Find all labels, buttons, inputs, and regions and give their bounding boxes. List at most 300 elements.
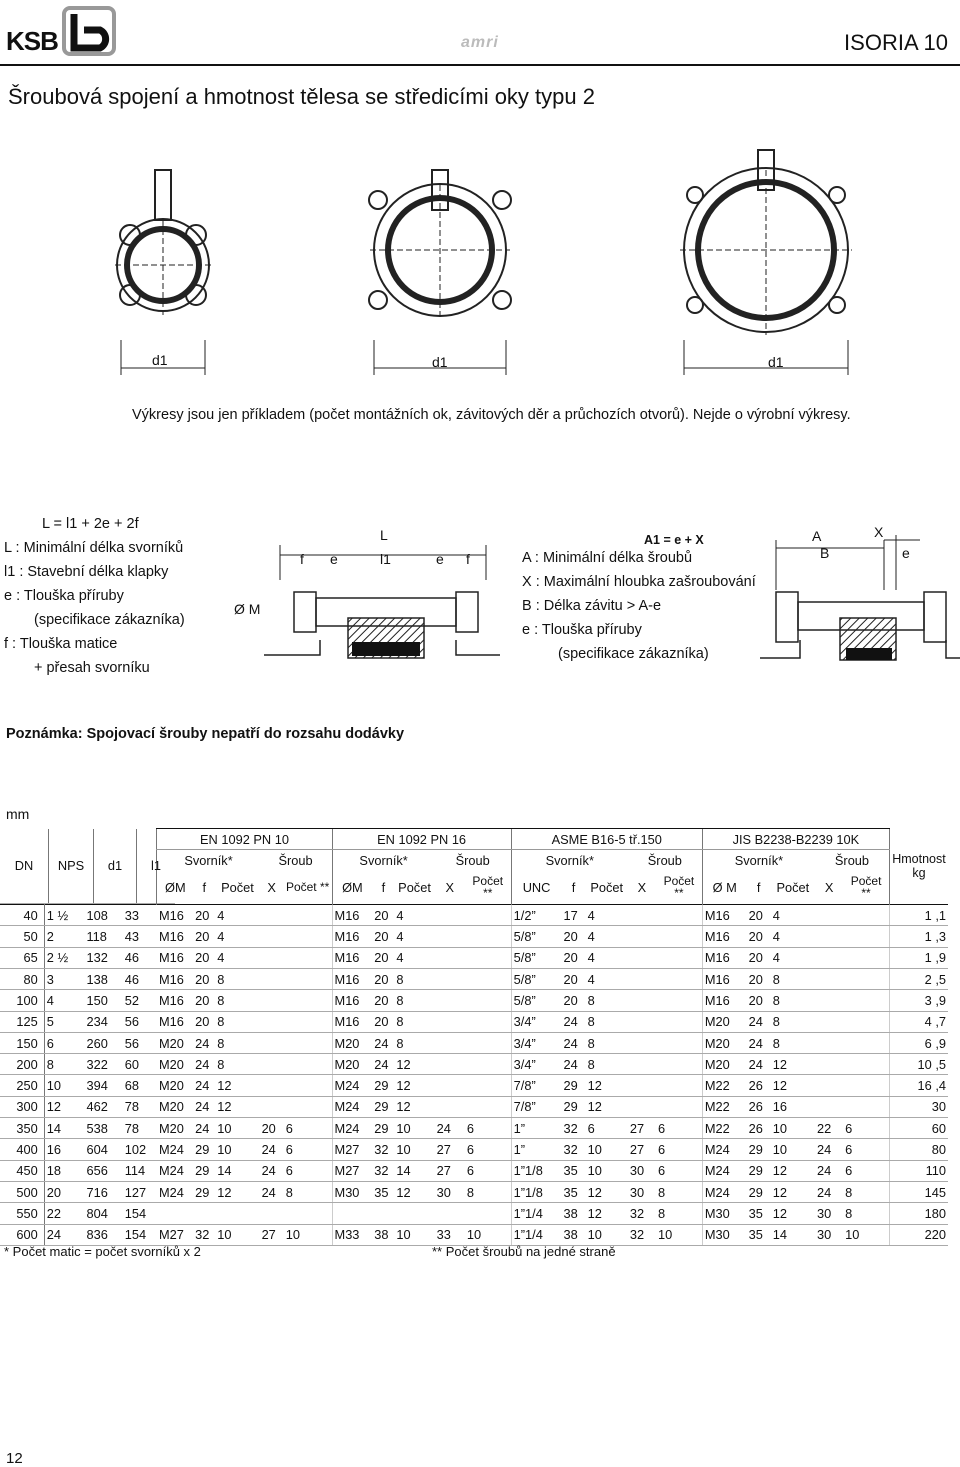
table-cell: 6 (843, 1160, 889, 1181)
table-cell: 14 (44, 1118, 84, 1139)
valve-drawings (0, 140, 960, 380)
table-row (0, 926, 948, 947)
table-cell: 400 (0, 1139, 44, 1160)
table-cell: M24 (702, 1139, 746, 1160)
table-cell: 30 (628, 1181, 656, 1202)
table-cell (656, 926, 702, 947)
table-cell: 234 (85, 1011, 123, 1032)
table-cell: 6 (44, 1032, 84, 1053)
table-cell: 20 (193, 990, 215, 1011)
table-cell: 394 (85, 1075, 123, 1096)
legend-row: L : Minimální délka svorníků (4, 540, 184, 556)
table-cell: M22 (702, 1118, 746, 1139)
table-cell (284, 968, 332, 989)
table-cell: 127 (123, 1181, 157, 1202)
table-cell: 10 ,5 (889, 1054, 948, 1075)
product-name: ISORIA 10 (844, 30, 948, 55)
bolt-f-label: f (300, 551, 304, 567)
table-cell: 12 (771, 1054, 815, 1075)
table-cell: M16 (332, 947, 372, 968)
table-cell (284, 1096, 332, 1117)
table-cell: 6 (586, 1118, 628, 1139)
table-row (0, 1011, 948, 1032)
table-cell (656, 1096, 702, 1117)
table-cell: 24 (561, 1032, 585, 1053)
table-cell: 12 (586, 1203, 628, 1224)
col-weight: Hmotnost kg (889, 829, 948, 905)
table-cell: 27 (435, 1139, 465, 1160)
table-cell: 2 ½ (44, 947, 84, 968)
table-cell: 78 (123, 1118, 157, 1139)
table-cell (656, 1011, 702, 1032)
table-cell (284, 1203, 332, 1224)
table-cell: 26 (747, 1096, 771, 1117)
table-cell: 32 (193, 1224, 215, 1245)
table-cell: 20 (747, 905, 771, 926)
col-x: X (445, 879, 455, 895)
legend-row: (specifikace zákazníka) (558, 646, 709, 662)
table-cell (815, 968, 843, 989)
table-cell: 24 (193, 1118, 215, 1139)
table-cell: 24 (44, 1224, 84, 1245)
bolt-om-label: Ø M (234, 601, 261, 617)
table-cell: 600 (0, 1224, 44, 1245)
table-cell (843, 968, 889, 989)
table-cell: 10 (394, 1139, 434, 1160)
table-cell: 29 (372, 1075, 394, 1096)
table-cell: 12 (44, 1096, 84, 1117)
table-cell (843, 1032, 889, 1053)
table-cell: 24 (193, 1032, 215, 1053)
table-cell: M30 (702, 1224, 746, 1245)
table-cell: 250 (0, 1075, 44, 1096)
table-cell: 50 (0, 926, 44, 947)
table-row (0, 990, 948, 1011)
table-cell (260, 947, 284, 968)
table-cell: 32 (561, 1118, 585, 1139)
table-cell (260, 1075, 284, 1096)
table-cell: 3/4” (511, 1011, 561, 1032)
table-cell: 32 (561, 1139, 585, 1160)
table-cell (465, 926, 511, 947)
table-cell: 24 (372, 1032, 394, 1053)
table-cell: 56 (123, 1032, 157, 1053)
d1-label-large: d1 (768, 354, 784, 370)
col-f: f (381, 879, 386, 895)
table-cell: 20 (44, 1181, 84, 1202)
table-cell: 20 (193, 968, 215, 989)
bolt-f-label: f (466, 551, 470, 567)
table-cell: 8 (843, 1203, 889, 1224)
table-cell: M20 (332, 1054, 372, 1075)
table-cell (260, 1054, 284, 1075)
sub-svornik: Svorník* (157, 850, 260, 871)
table-cell: M16 (702, 990, 746, 1011)
table-cell: 20 (561, 926, 585, 947)
table-cell: 1/2” (511, 905, 561, 926)
table-cell: 56 (123, 1011, 157, 1032)
table-cell (628, 1032, 656, 1053)
table-cell: 150 (0, 1032, 44, 1053)
table-cell: 24 (747, 1032, 771, 1053)
table-cell (260, 990, 284, 1011)
table-cell: 538 (85, 1118, 123, 1139)
table-cell: 24 (372, 1054, 394, 1075)
bolt-weight-table (0, 828, 948, 1246)
table-cell (435, 926, 465, 947)
table-cell: 10 (44, 1075, 84, 1096)
table-cell: 836 (85, 1224, 123, 1245)
table-cell (465, 1011, 511, 1032)
col-pocet-screw: Počet ** (285, 880, 330, 895)
table-cell: 80 (0, 968, 44, 989)
table-cell: 4 (394, 926, 434, 947)
table-cell: 10 (284, 1224, 332, 1245)
table-cell: 10 (771, 1139, 815, 1160)
table-cell: 30 (435, 1181, 465, 1202)
table-cell: 60 (889, 1118, 948, 1139)
table-cell: 3/4” (511, 1032, 561, 1053)
table-cell (465, 1054, 511, 1075)
valve-drawing-large (680, 150, 852, 335)
header-rule (0, 64, 960, 66)
table-cell: M16 (157, 990, 193, 1011)
table-cell: 20 (372, 968, 394, 989)
table-cell: 20 (747, 947, 771, 968)
valve-drawing-small (115, 170, 211, 315)
table-cell: 35 (747, 1203, 771, 1224)
table-cell: 8 (771, 1032, 815, 1053)
table-cell: 20 (260, 1118, 284, 1139)
table-cell: 12 (586, 1181, 628, 1202)
page-number: 12 (6, 1450, 23, 1467)
table-cell: 18 (44, 1160, 84, 1181)
table-cell: 8 (215, 990, 259, 1011)
table-cell: 20 (193, 905, 215, 926)
table-cell: M16 (702, 947, 746, 968)
table-cell: 8 (586, 1054, 628, 1075)
table-cell: 4 (215, 905, 259, 926)
table-cell: 20 (193, 926, 215, 947)
table-cell: M20 (157, 1118, 193, 1139)
table-cell: 14 (394, 1160, 434, 1181)
table-cell: 10 (771, 1118, 815, 1139)
table-cell: 4 (586, 905, 628, 926)
table-cell: 32 (628, 1203, 656, 1224)
table-cell (260, 1096, 284, 1117)
table-cell: 10 (656, 1224, 702, 1245)
table-cell (435, 968, 465, 989)
base-header (0, 829, 161, 905)
col-om: ØM (157, 871, 193, 905)
table-cell: M30 (332, 1181, 372, 1202)
table-cell: 12 (394, 1054, 434, 1075)
col-pocet: Počet (398, 879, 431, 895)
table-cell (260, 926, 284, 947)
table-cell (815, 926, 843, 947)
legend-row: A : Minimální délka šroubů (522, 550, 693, 566)
footnote-double-star: ** Počet šroubů na jedné straně (432, 1244, 616, 1259)
table-cell: 10 (586, 1139, 628, 1160)
table-cell: M16 (332, 1011, 372, 1032)
table-cell: 322 (85, 1054, 123, 1075)
table-cell (394, 1203, 434, 1224)
table-cell: 4 ,7 (889, 1011, 948, 1032)
col-pocet: Počet (221, 879, 254, 895)
table-cell: 52 (123, 990, 157, 1011)
table-cell (843, 1096, 889, 1117)
table-cell: 24 (260, 1139, 284, 1160)
table-cell: 716 (85, 1181, 123, 1202)
delivery-note: Poznámka: Spojovací šrouby nepatří do rozsahu dodávky (6, 726, 405, 742)
table-cell (435, 1054, 465, 1075)
table-cell: 462 (85, 1096, 123, 1117)
col-dn: DN (0, 829, 49, 904)
table-cell: 4 (394, 947, 434, 968)
table-cell: 6 (843, 1139, 889, 1160)
bolt-L-label: L (380, 527, 388, 543)
table-cell (628, 1096, 656, 1117)
table-cell (260, 968, 284, 989)
table-cell: 68 (123, 1075, 157, 1096)
legend-row: e : Tlouška příruby (4, 588, 124, 604)
table-cell: 30 (815, 1224, 843, 1245)
table-cell: M20 (702, 1011, 746, 1032)
table-row (0, 947, 948, 968)
table-cell: 35 (561, 1160, 585, 1181)
table-cell (628, 1054, 656, 1075)
table-cell: 29 (193, 1181, 215, 1202)
table-cell: 10 (215, 1224, 259, 1245)
table-cell: 8 (394, 968, 434, 989)
table-cell: 500 (0, 1181, 44, 1202)
table-cell (628, 968, 656, 989)
formula-L: L = l1 + 2e + 2f (42, 516, 139, 532)
legend-row: f : Tlouška matice (4, 636, 118, 652)
table-cell (435, 1075, 465, 1096)
table-cell: 33 (435, 1224, 465, 1245)
legend-row: l1 : Stavební délka klapky (4, 564, 169, 580)
col-pocet: Počet (590, 879, 624, 895)
table-cell: 10 (586, 1224, 628, 1245)
table-cell: 1” (511, 1118, 561, 1139)
table-cell: 12 (771, 1203, 815, 1224)
table-cell: 16 (771, 1096, 815, 1117)
table-cell: M20 (332, 1032, 372, 1053)
table-cell: 8 (656, 1181, 702, 1202)
table-cell: 24 (193, 1054, 215, 1075)
table-cell: M24 (702, 1181, 746, 1202)
table-cell: M16 (332, 905, 372, 926)
table-cell (815, 1054, 843, 1075)
table-cell (372, 1203, 394, 1224)
col-unc: UNC (511, 871, 561, 905)
table-cell: 24 (561, 1011, 585, 1032)
table-cell: 43 (123, 926, 157, 947)
table-cell: 6 (284, 1139, 332, 1160)
table-cell: 33 (123, 905, 157, 926)
table-cell: 4 (215, 947, 259, 968)
table-cell (656, 968, 702, 989)
table-cell (656, 905, 702, 926)
table-cell: 12 (394, 1096, 434, 1117)
table-cell: M20 (702, 1032, 746, 1053)
table-cell: 4 (771, 947, 815, 968)
table-cell: 3 ,9 (889, 990, 948, 1011)
table-cell (465, 905, 511, 926)
table-cell (284, 1032, 332, 1053)
table-cell: 150 (85, 990, 123, 1011)
table-cell: 35 (747, 1224, 771, 1245)
table-cell: M24 (157, 1160, 193, 1181)
table-cell: 24 (193, 1075, 215, 1096)
table-cell: 22 (815, 1118, 843, 1139)
col-d1: d1 (94, 829, 137, 904)
table-cell (435, 905, 465, 926)
table-cell: M30 (702, 1203, 746, 1224)
table-cell: 38 (561, 1224, 585, 1245)
table-cell: 12 (394, 1075, 434, 1096)
table-row (0, 1096, 948, 1117)
table-cell: 78 (123, 1096, 157, 1117)
table-cell: M16 (332, 990, 372, 1011)
table-cell (284, 1075, 332, 1096)
table-cell: 12 (215, 1181, 259, 1202)
table-cell (465, 1032, 511, 1053)
table-row (0, 1224, 948, 1245)
table-cell: M24 (157, 1181, 193, 1202)
sub-svornik: Svorník* (702, 850, 815, 871)
table-cell: 2 ,5 (889, 968, 948, 989)
table-cell (157, 1203, 193, 1224)
table-cell: 138 (85, 968, 123, 989)
table-cell: 5/8” (511, 926, 561, 947)
table-cell: 20 (372, 926, 394, 947)
col-pocet: Počet (776, 879, 810, 895)
table-cell: 260 (85, 1032, 123, 1053)
table-cell: 4 (771, 905, 815, 926)
table-cell: 5/8” (511, 968, 561, 989)
d1-label-small: d1 (152, 352, 168, 368)
legend-right (522, 546, 756, 666)
table-cell: 6 (284, 1118, 332, 1139)
table-cell: 450 (0, 1160, 44, 1181)
table-cell: 24 (193, 1096, 215, 1117)
legend-row: e : Tlouška příruby (522, 622, 642, 638)
table-cell: 10 (843, 1224, 889, 1245)
table-cell (435, 1032, 465, 1053)
table-cell: 8 (771, 1011, 815, 1032)
table-cell (815, 1011, 843, 1032)
table-cell (628, 926, 656, 947)
footnote-star: * Počet matic = počet svorníků x 2 (4, 1244, 201, 1259)
table-cell: M16 (157, 1011, 193, 1032)
table-cell: 604 (85, 1139, 123, 1160)
table-cell: 2 (44, 926, 84, 947)
table-cell: 1 ,3 (889, 926, 948, 947)
bolt-l1-label: l1 (380, 551, 391, 567)
table-cell: 102 (123, 1139, 157, 1160)
table-cell: 4 (771, 926, 815, 947)
table-cell: 38 (561, 1203, 585, 1224)
sub-sroub: Šroub (455, 852, 490, 868)
table-cell: 46 (123, 947, 157, 968)
sub-sroub: Šroub (278, 852, 313, 868)
table-cell: 8 (656, 1203, 702, 1224)
bolt-e-label: e (436, 551, 444, 567)
screw-A-label: A (812, 528, 822, 544)
table-cell: 10 (215, 1118, 259, 1139)
table-cell: 118 (85, 926, 123, 947)
table-cell: 60 (123, 1054, 157, 1075)
table-cell: 6 (465, 1139, 511, 1160)
table-cell: 20 (372, 947, 394, 968)
table-cell (465, 968, 511, 989)
table-cell (260, 905, 284, 926)
table-cell: 804 (85, 1203, 123, 1224)
table-cell: 100 (0, 990, 44, 1011)
table-cell: 20 (561, 968, 585, 989)
table-cell: 8 (284, 1181, 332, 1202)
table-cell: 24 (815, 1181, 843, 1202)
group-en-pn10: EN 1092 PN 10 (157, 829, 332, 850)
table-cell: 30 (815, 1203, 843, 1224)
table-cell: M20 (157, 1032, 193, 1053)
table-row (0, 1032, 948, 1053)
table-cell: 8 (394, 1011, 434, 1032)
table-cell: M16 (702, 926, 746, 947)
table-cell: 29 (193, 1160, 215, 1181)
table-cell: 20 (747, 990, 771, 1011)
table-cell: 8 (394, 990, 434, 1011)
table-cell: 1” (511, 1139, 561, 1160)
col-nps: NPS (49, 829, 94, 904)
table-cell: 8 (586, 1032, 628, 1053)
table-cell: 35 (561, 1181, 585, 1202)
table-cell: 220 (889, 1224, 948, 1245)
table-cell: 20 (561, 990, 585, 1011)
table-cell: 65 (0, 947, 44, 968)
table-cell: 26 (747, 1075, 771, 1096)
table-cell: 20 (372, 990, 394, 1011)
bolt-e-label: e (330, 551, 338, 567)
table-cell: 1 ,1 (889, 905, 948, 926)
table-cell (843, 1011, 889, 1032)
table-cell: 5 (44, 1011, 84, 1032)
table-row (0, 1181, 948, 1202)
table-cell: 24 (815, 1139, 843, 1160)
table-cell: 300 (0, 1096, 44, 1117)
group-asme: ASME B16-5 tř.150 (511, 829, 702, 850)
table-cell: 8 (44, 1054, 84, 1075)
table-cell (260, 1203, 284, 1224)
table-cell: 200 (0, 1054, 44, 1075)
table-cell: M24 (332, 1075, 372, 1096)
table-cell: 180 (889, 1203, 948, 1224)
table-cell: 145 (889, 1181, 948, 1202)
col-f: f (756, 879, 761, 895)
table-cell: 1”1/8 (511, 1181, 561, 1202)
table-cell: M16 (702, 968, 746, 989)
table-cell (656, 947, 702, 968)
drawing-caption: Výkresy jsou jen příkladem (počet montážních ok, závitových děr a průchozích otvorů). Nejde o výrobní výkresy. (132, 407, 851, 423)
table-cell: M24 (332, 1096, 372, 1117)
table-cell (815, 1032, 843, 1053)
table-cell (843, 990, 889, 1011)
col-f: f (202, 879, 207, 895)
table-cell: 17 (561, 905, 585, 926)
table-cell: 8 (771, 968, 815, 989)
